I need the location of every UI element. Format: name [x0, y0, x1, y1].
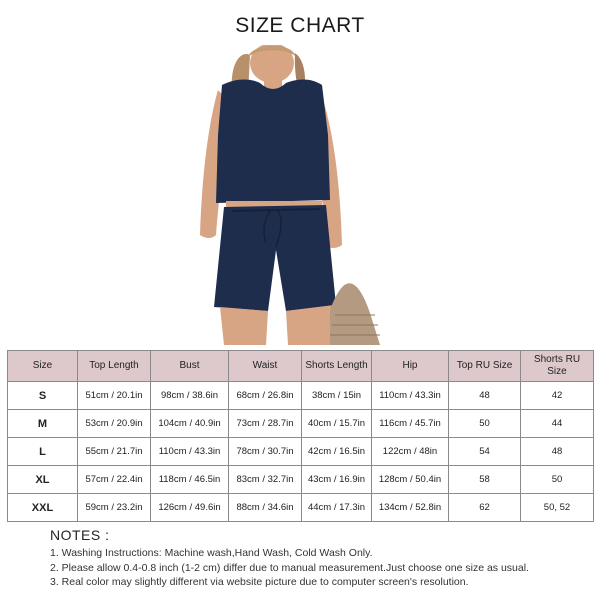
table-header-row [8, 351, 594, 382]
table-row [8, 382, 594, 410]
product-photo [180, 45, 420, 345]
header-bust: Bust [151, 351, 229, 382]
table-cell: 83cm / 32.7in [229, 466, 302, 494]
table-cell: 62 [449, 494, 521, 522]
table-cell: 57cm / 22.4in [78, 466, 151, 494]
header-shorts-length: Shorts Length [302, 351, 372, 382]
header-size: Size [8, 351, 78, 382]
table-cell: 48 [521, 438, 594, 466]
table-cell: 38cm / 15in [302, 382, 372, 410]
table-cell: 48 [449, 382, 521, 410]
table-cell: 55cm / 21.7in [78, 438, 151, 466]
table-cell: 68cm / 26.8in [229, 382, 302, 410]
notes-section [50, 527, 590, 590]
table-cell: 110cm / 43.3in [372, 382, 449, 410]
header-hip: Hip [372, 351, 449, 382]
table-cell: 98cm / 38.6in [151, 382, 229, 410]
table-cell: 58 [449, 466, 521, 494]
table-cell: 73cm / 28.7in [229, 410, 302, 438]
table-row [8, 494, 594, 522]
table-cell: 118cm / 46.5in [151, 466, 229, 494]
table-cell: 40cm / 15.7in [302, 410, 372, 438]
table-cell: 78cm / 30.7in [229, 438, 302, 466]
table-cell: 43cm / 16.9in [302, 466, 372, 494]
table-cell: 126cm / 49.6in [151, 494, 229, 522]
note-item: 1. Washing Instructions: Machine wash,Hand Wash, Cold Wash Only. [50, 547, 373, 559]
table-cell: 122cm / 48in [372, 438, 449, 466]
table-cell: 50 [521, 466, 594, 494]
table-cell: 42cm / 16.5in [302, 438, 372, 466]
table-cell: 104cm / 40.9in [151, 410, 229, 438]
sleeveless-top [216, 80, 330, 204]
size-cell: L [8, 438, 78, 466]
table-row [8, 410, 594, 438]
table-cell: 51cm / 20.1in [78, 382, 151, 410]
page-title: SIZE CHART [235, 14, 365, 37]
table-cell: 44 [521, 410, 594, 438]
table-row [8, 466, 594, 494]
table-cell: 44cm / 17.3in [302, 494, 372, 522]
shorts [214, 205, 336, 311]
header-top-ru-size: Top RU Size [449, 351, 521, 382]
table-cell: 134cm / 52.8in [372, 494, 449, 522]
table-cell: 128cm / 50.4in [372, 466, 449, 494]
size-cell: XL [8, 466, 78, 494]
table-cell: 59cm / 23.2in [78, 494, 151, 522]
table-row [8, 438, 594, 466]
table-cell: 110cm / 43.3in [151, 438, 229, 466]
table-cell: 50, 52 [521, 494, 594, 522]
header-waist: Waist [229, 351, 302, 382]
size-cell: XXL [8, 494, 78, 522]
table-cell: 116cm / 45.7in [372, 410, 449, 438]
table-cell: 88cm / 34.6in [229, 494, 302, 522]
table-cell: 50 [449, 410, 521, 438]
note-item: 2. Please allow 0.4-0.8 inch (1-2 cm) differ due to manual measurement.Just choose one size as usual. [50, 561, 529, 574]
legs [220, 305, 334, 345]
note-item: 3. Real color may slightly different via website picture due to computer screen's resolution. [50, 576, 469, 588]
size-cell: S [8, 382, 78, 410]
table-cell: 54 [449, 438, 521, 466]
size-chart-table [7, 350, 594, 522]
header-shorts-ru-size: Shorts RU Size [521, 351, 594, 382]
size-cell: M [8, 410, 78, 438]
table-cell: 42 [521, 382, 594, 410]
woven-bag [330, 283, 380, 345]
header-top-length: Top Length [78, 351, 151, 382]
notes-heading: NOTES : [50, 527, 110, 543]
table-cell: 53cm / 20.9in [78, 410, 151, 438]
